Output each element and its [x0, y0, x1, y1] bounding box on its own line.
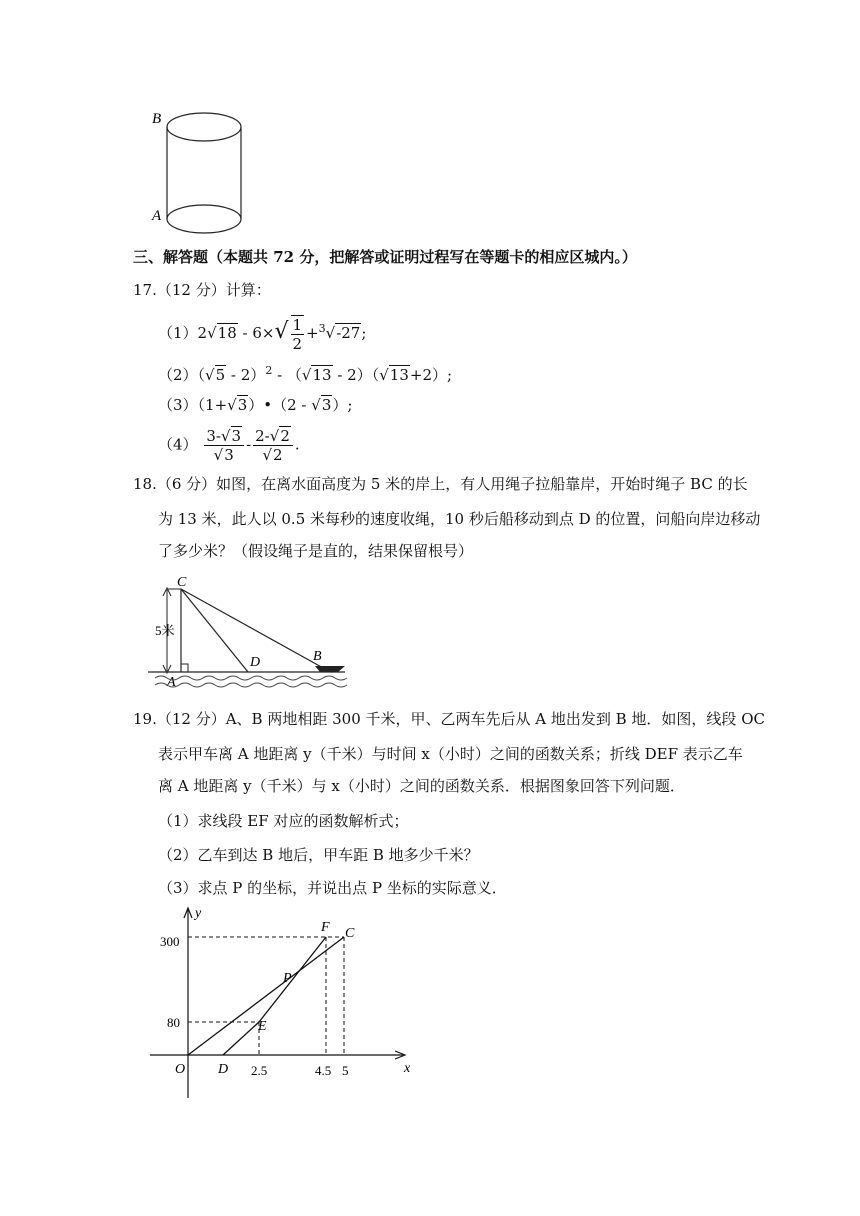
- point-D: D: [218, 1062, 229, 1077]
- q18-line2: 为 13 米，此人以 0.5 米每秒的速度收绳，10 秒后船移动到点 D 的位置，问船向岸边移动: [158, 510, 761, 528]
- q17-part2: （2）（√5 - 2）$^2$ - （√13 - 2）（√13+2）;: [158, 364, 453, 384]
- segment-OC: [188, 937, 344, 1055]
- label-B: B: [152, 111, 162, 127]
- q19-sub3: （3）求点 P 的坐标，并说出点 P 坐标的实际意义．: [158, 879, 507, 897]
- label-height: 5米: [155, 623, 175, 638]
- y-axis-label: y: [195, 906, 202, 921]
- point-P: P: [283, 971, 292, 986]
- point-E: E: [258, 1019, 267, 1034]
- label-B: B: [313, 649, 322, 664]
- q18-line3: 了多少米？（假设绳子是直的，结果保留根号）: [158, 542, 474, 560]
- polyline-DEF: [223, 937, 326, 1055]
- x-tick-2.5: 2.5: [251, 1063, 268, 1078]
- q19-line3: 离 A 地距离 y（千米）与 x（小时）之间的函数关系．根据图象回答下列问题．: [158, 777, 685, 795]
- q17-part3: （3）（1+√3）•（2 - √3）;: [158, 396, 353, 414]
- q19-sub2: （2）乙车到达 B 地后，甲车距 B 地多少千米？: [158, 846, 479, 864]
- label-C: C: [177, 575, 187, 590]
- label-D: D: [250, 655, 261, 670]
- q18-line1: 18.（6 分）如图，在离水面高度为 5 米的岸上，有人用绳子拉船靠岸，开始时绳子 BC 的长: [133, 475, 748, 493]
- label-A: A: [152, 208, 162, 224]
- cylinder-figure: [140, 100, 260, 240]
- origin-label: O: [175, 1062, 186, 1077]
- label-A: A: [167, 675, 176, 690]
- x-axis-label: x: [404, 1061, 411, 1076]
- q17-stem: 17.（12 分）计算：: [133, 281, 271, 299]
- point-F: F: [321, 920, 330, 935]
- x-tick-4.5: 4.5: [315, 1063, 332, 1078]
- x-tick-5: 5: [342, 1063, 349, 1078]
- boat-figure: [145, 572, 355, 692]
- function-graph: [145, 905, 420, 1105]
- q19-sub1: （1）求线段 EF 对应的函数解析式；: [158, 812, 409, 830]
- q19-line1: 19.（12 分）A、B 两地相距 300 千米，甲、乙两车先后从 A 地出发到 B 地．如图，线段 OC: [133, 710, 765, 728]
- q17-part1: （1）2√18 - 6×√ $\frac{1}{2}$ +$^3$√-27;: [158, 316, 367, 353]
- y-tick-300: 300: [160, 934, 180, 949]
- q19-line2: 表示甲车离 A 地距离 y（千米）与时间 x（小时）之间的函数关系；折线 DEF 表示乙车: [158, 745, 743, 763]
- section-heading: 三、解答题（本题共 72 分，把解答或证明过程写在等题卡的相应区城内。）: [133, 248, 637, 266]
- point-C: C: [345, 926, 355, 941]
- q17-part4: （4） $\frac{3-√3}{√3}$ - $\frac{2-√2}{√2}$ .: [158, 427, 300, 464]
- y-tick-80: 80: [167, 1015, 180, 1030]
